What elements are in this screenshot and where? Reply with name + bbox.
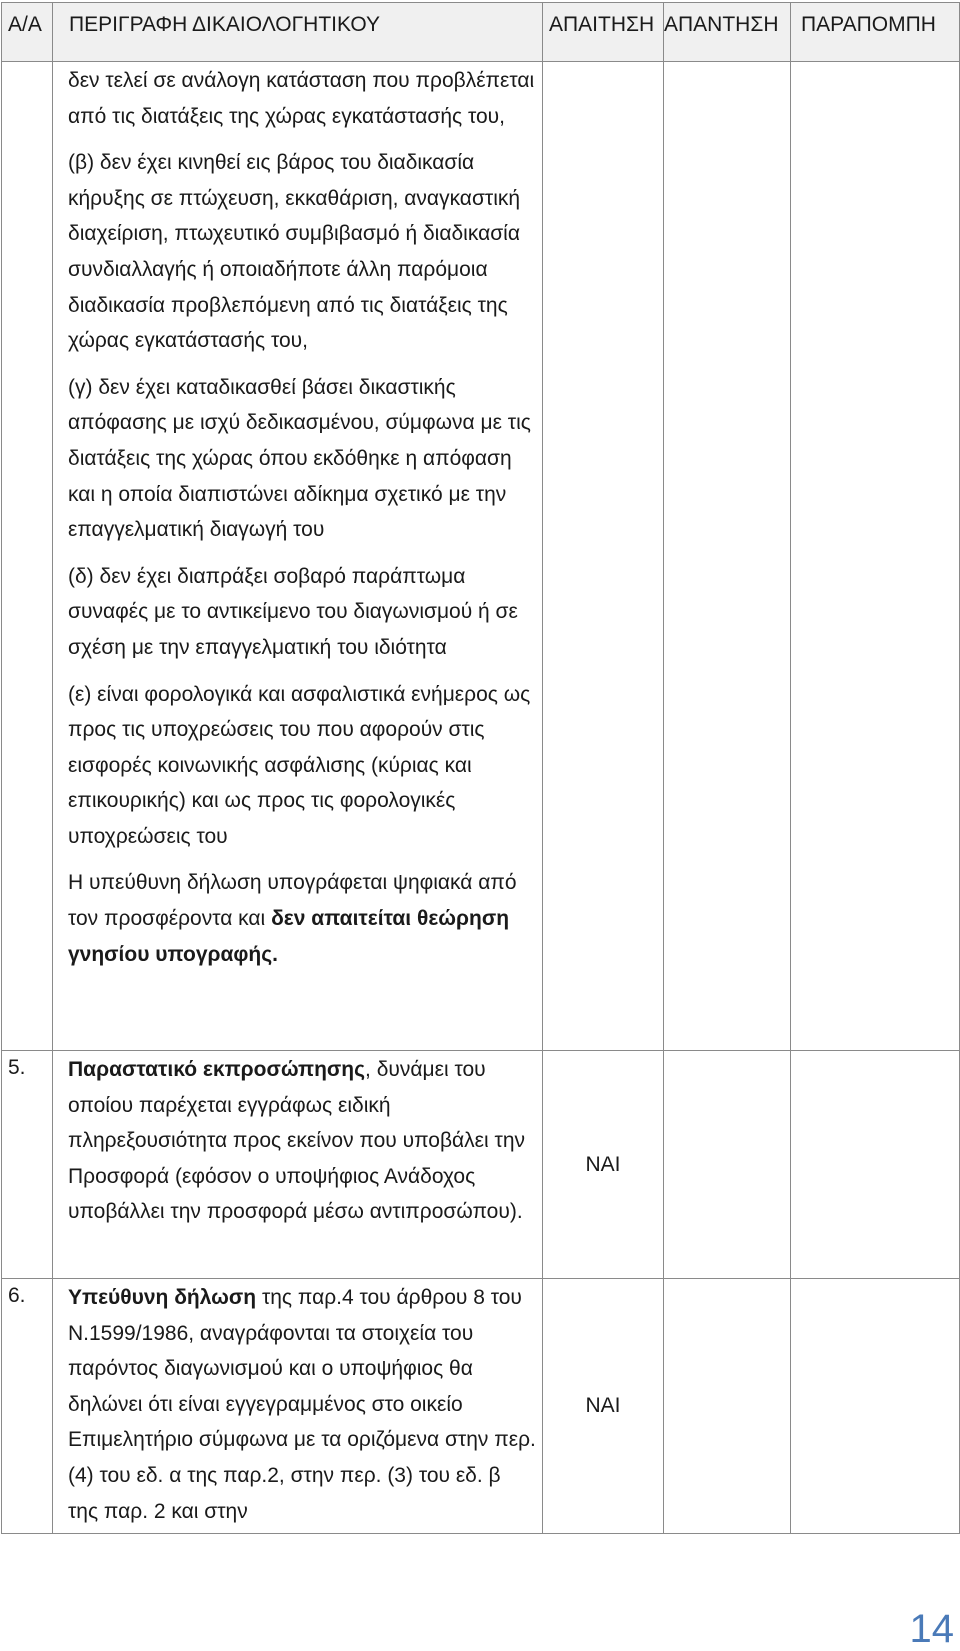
reference-cell [791,1051,960,1279]
answer-cell [664,62,791,1051]
paragraph-bold-text: δεν απαιτείται θεώρηση γνησίου υπογραφής. [68,907,510,966]
paragraph-text: , δυνάμει του οποίου παρέχεται εγγράφως ειδική πληρεξουσιότητα προς εκείνον που υποβάλει την Προσφορά (εφόσον ο υποψήφιος Ανάδοχος υποβάλλει την προσφορά μέσω αντιπροσώπου). [68,1058,526,1224]
description-cell [53,1051,543,1279]
paragraph-text: της παρ.4 του άρθρου 8 του Ν.1599/1986, αναγράφονται τα στοιχεία του παρόντος διαγωνισμού και ο υποψήφιος θα δηλώνει ότι είναι εγγεγραμμένος στο οικείο Επιμελητήριο σύμφωνα με τα οριζόμενα στην περ.(4) του εδ. α της παρ.2, στην περ. (3) του εδ. β της παρ. 2 και στην [68,1286,536,1523]
page-number: 14 [909,1607,954,1651]
requirement-cell: ΝΑΙ [543,1279,664,1534]
requirement-cell: ΝΑΙ [543,1051,664,1279]
reference-cell [791,1279,960,1534]
paragraph: (γ) δεν έχει καταδικασθεί βάσει δικαστικής απόφασης με ισχύ δεδικασμένου, σύμφωνα με τις διατάξεις της χώρας όπου εκδόθηκε η απόφαση και η οποία διαπιστώνει αδίκημα σχετικό με την επαγγελματική διαγωγή του [68,375,531,542]
header-requirement: ΑΠΑΙΤΗΣΗ [543,3,664,62]
row-number-cell: 5. [2,1051,53,1279]
row-number-cell: 6. [2,1279,53,1534]
paragraph: (ε) είναι φορολογικά και ασφαλιστικά ενήμερος ως προς τις υποχρεώσεις του που αφορούν στις εισφορές κοινωνικής ασφάλισης (κύριας και επικουρικής) και ως προς τις φορολογικές υποχρεώσεις του [68,682,531,848]
paragraph [53,1280,542,1529]
reference-cell [791,62,960,1051]
description-cell [53,62,543,1051]
table-header-row [2,3,960,62]
paragraph: δεν τελεί σε ανάλογη κατάσταση που προβλέπεται από τις διατάξεις της χώρας εγκατάστασής του, [68,69,535,128]
table-row [2,1051,960,1279]
paragraph [53,1052,542,1230]
table-row [2,62,960,1051]
header-aa: Α/Α [2,3,53,62]
requirement-cell [543,62,664,1051]
answer-cell [664,1279,791,1534]
paragraph: (δ) δεν έχει διαπράξει σοβαρό παράπτωμα συναφές με το αντικείμενο του διαγωνισμού ή σε σχέση με την επαγγελματική του ιδιότητα [68,564,518,659]
paragraph: (β) δεν έχει κινηθεί εις βάρος του διαδικασία κήρυξης σε πτώχευση, εκκαθάριση, αναγκαστική διαχείριση, πτωχευτικό συμβιβασμό ή διαδικασία συνδιαλλαγής ή οποιαδήποτε άλλη παρόμοια διαδικασία προβλεπόμενη από τις διατάξεις της χώρας εγκατάστασής του, [68,151,521,353]
paragraph-bold-text: Υπεύθυνη δήλωση [68,1286,257,1309]
paragraph [53,865,542,972]
description-cell [53,1279,543,1534]
header-reference: ΠΑΡΑΠΟΜΠΗ [791,3,960,62]
requirements-table [1,2,960,1534]
header-answer: ΑΠΑΝΤΗΣΗ [664,3,791,62]
table-row [2,1279,960,1534]
row-number-cell [2,62,53,1051]
answer-cell [664,1051,791,1279]
header-description: ΠΕΡΙΓΡΑΦΗ ΔΙΚΑΙΟΛΟΓΗΤΙΚΟΥ [53,3,543,62]
paragraph-text: Η υπεύθυνη δήλωση υπογράφεται ψηφιακά από τον προσφέροντα και [68,871,517,931]
paragraph-bold-text: Παραστατικό εκπροσώπησης [68,1058,366,1081]
